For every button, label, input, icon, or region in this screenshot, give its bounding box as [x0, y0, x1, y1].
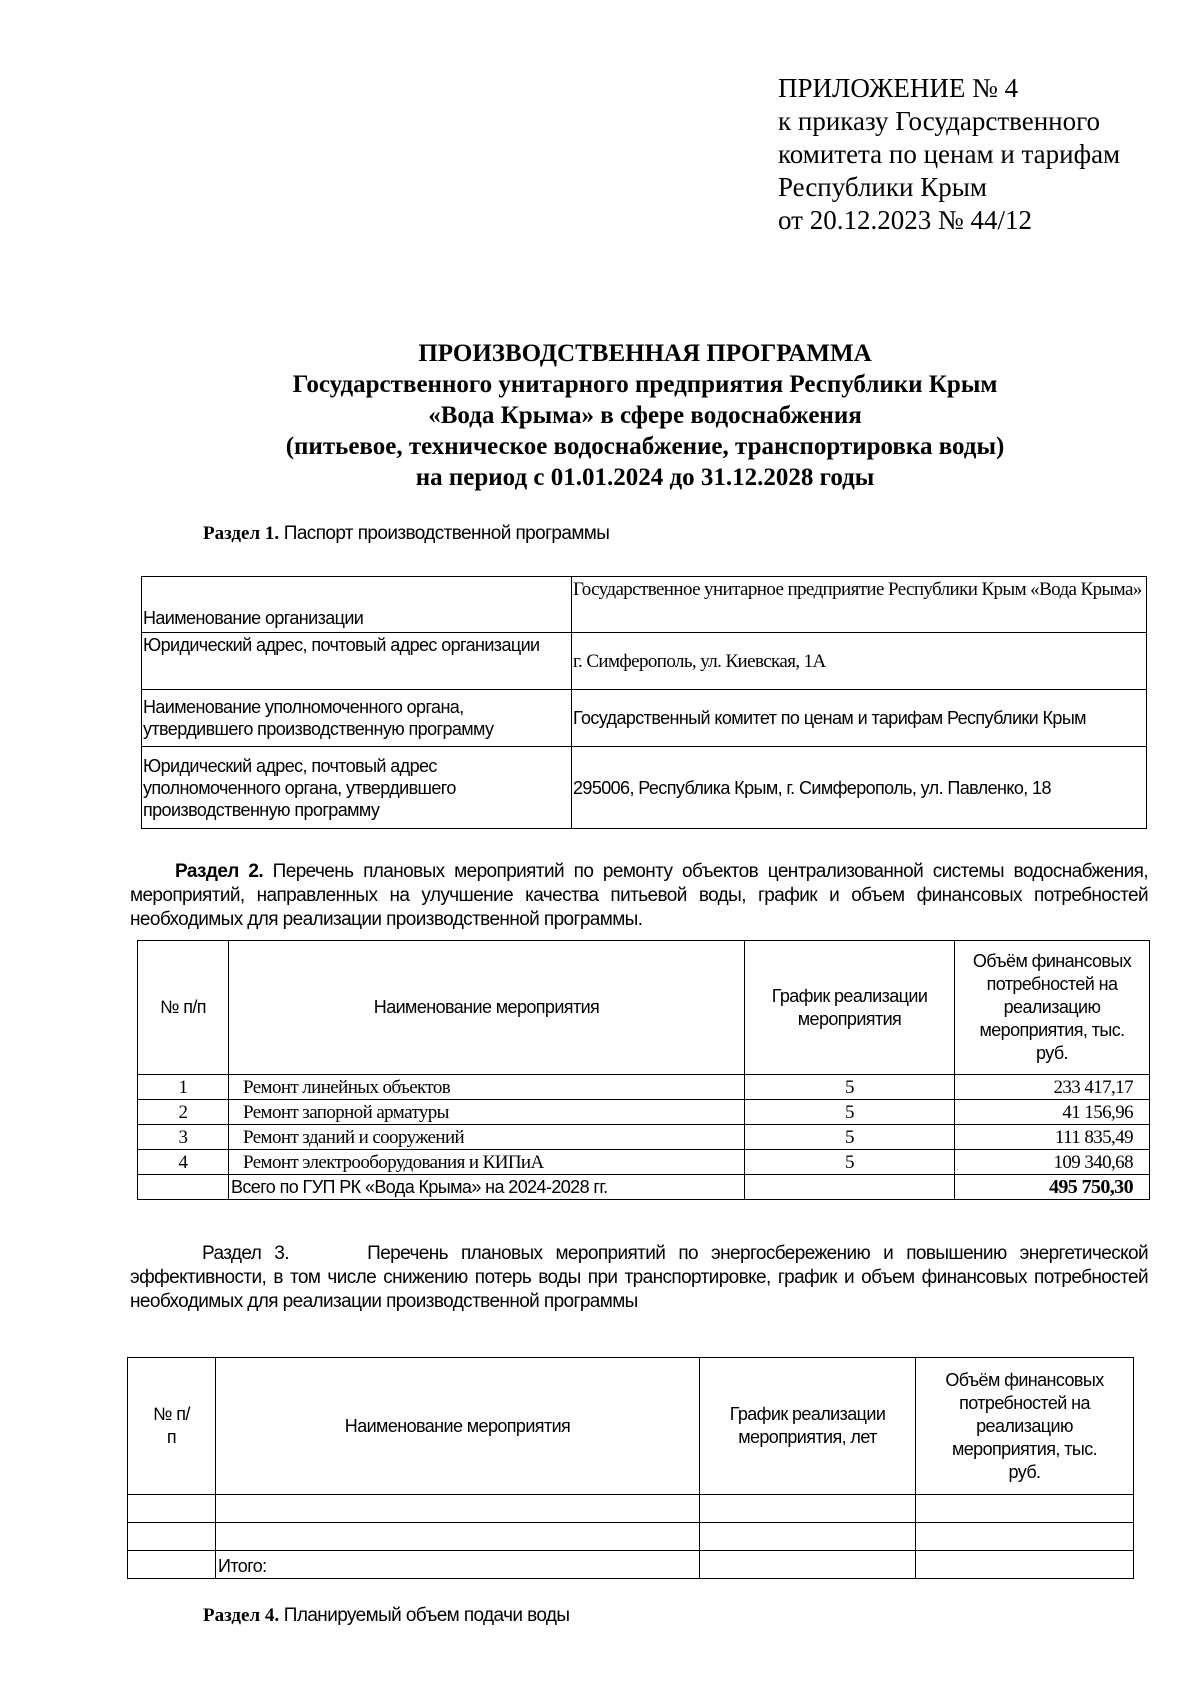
title-line: Государственного унитарного предприятия Республики Крым [292, 371, 998, 398]
table-row [128, 1523, 1134, 1551]
header-volume: Объём финансовых потребностей на реализацию мероприятия, тыс. руб. [916, 1358, 1134, 1495]
section2-paragraph [130, 860, 1148, 932]
row-schedule: 5 [745, 1125, 955, 1150]
row-schedule: 5 [745, 1075, 955, 1100]
table-row [138, 1075, 1150, 1100]
table-row [142, 747, 1147, 829]
passport-value: Государственный комитет по ценам и тарифам Республики Крым [572, 690, 1147, 747]
row-volume: 111 835,49 [955, 1125, 1150, 1150]
section1-label: Раздел 1. [203, 523, 280, 544]
table-row [142, 577, 1147, 633]
passport-value: 295006, Республика Крым, г. Симферополь, ул. Павленко, 18 [572, 747, 1147, 829]
row-name: Ремонт линейных объектов [229, 1075, 745, 1100]
row-schedule: 5 [745, 1100, 955, 1125]
row-volume: 41 156,96 [955, 1100, 1150, 1125]
total-value: 495 750,30 [955, 1175, 1150, 1200]
table-row [138, 1150, 1150, 1175]
section3-paragraph [130, 1242, 1148, 1314]
section2-label: Раздел 2. [175, 861, 264, 882]
total-label: Итого: [216, 1551, 700, 1579]
table-total-row [138, 1175, 1150, 1200]
appendix-line: ПРИЛОЖЕНИЕ № 4 [778, 73, 1019, 103]
section2-text: Перечень плановых мероприятий по ремонту объектов централизованной системы водоснабжения, мероприятий, направленных на улучшение качества питьевой воды, график и объем финансовых потребностей необходимых для реализации производственной программы. [130, 861, 1149, 930]
passport-label: Наименование организации [142, 577, 572, 633]
header-name: Наименование мероприятия [229, 941, 745, 1075]
document-title [150, 338, 1140, 493]
table-row [138, 1125, 1150, 1150]
title-line: (питьевое, техническое водоснабжение, транспортировка воды) [285, 433, 1005, 460]
table-total-row [128, 1551, 1134, 1579]
row-schedule: 5 [745, 1150, 955, 1175]
appendix-line: от 20.12.2023 № 44/12 [778, 205, 1032, 235]
section3-text: Перечень плановых мероприятий по энергосбережению и повышению энергетической эффективности, в том числе снижению потерь воды при транспортировке, график и объем финансовых потребностей необходимых для реализации производственной программы [130, 1243, 1148, 1312]
appendix-line: комитета по ценам и тарифам [778, 139, 1121, 169]
section1-text: Паспорт производственной программы [279, 523, 610, 544]
section4-label: Раздел 4. [203, 1605, 280, 1626]
section1-heading [203, 522, 609, 546]
table-header-row [128, 1358, 1134, 1495]
passport-table [141, 576, 1147, 829]
section2-table [137, 940, 1150, 1200]
header-name: Наименование мероприятия [216, 1358, 700, 1495]
table-header-row [138, 941, 1150, 1075]
total-label: Всего по ГУП РК «Вода Крыма» на 2024-2028 гг. [229, 1175, 745, 1200]
title-line: на период с 01.01.2024 до 31.12.2028 годы [415, 464, 875, 491]
row-num: 2 [138, 1100, 229, 1125]
passport-label: Юридический адрес, почтовый адрес уполномоченного органа, утвердившего производственную программу [142, 747, 572, 829]
table-row [128, 1495, 1134, 1523]
row-name: Ремонт запорной арматуры [229, 1100, 745, 1125]
section3-table [127, 1357, 1134, 1579]
row-num: 3 [138, 1125, 229, 1150]
row-volume: 109 340,68 [955, 1150, 1150, 1175]
appendix-header [778, 72, 1120, 237]
row-name: Ремонт электрооборудования и КИПиА [229, 1150, 745, 1175]
section4-text: Планируемый объем подачи воды [279, 1605, 570, 1626]
passport-label: Юридический адрес, почтовый адрес организации [142, 633, 572, 690]
appendix-line: Республики Крым [778, 172, 987, 202]
table-row [138, 1100, 1150, 1125]
passport-value: Государственное унитарное предприятие Республики Крым «Вода Крыма» [572, 577, 1147, 633]
title-line: ПРОИЗВОДСТВЕННАЯ ПРОГРАММА [418, 340, 872, 367]
appendix-line: к приказу Государственного [778, 106, 1101, 136]
header-schedule: График реализации мероприятия [745, 941, 955, 1075]
header-num: № п/п [128, 1358, 216, 1495]
title-line: «Вода Крыма» в сфере водоснабжения [428, 402, 862, 429]
header-schedule: График реализации мероприятия, лет [700, 1358, 916, 1495]
header-num: № п/п [138, 941, 229, 1075]
row-num: 1 [138, 1075, 229, 1100]
table-row [142, 690, 1147, 747]
passport-label: Наименование уполномоченного органа, утвердившего производственную программу [142, 690, 572, 747]
row-name: Ремонт зданий и сооружений [229, 1125, 745, 1150]
section3-label: Раздел 3. [202, 1243, 289, 1264]
passport-value: г. Симферополь, ул. Киевская, 1А [572, 633, 1147, 690]
section4-heading [203, 1604, 569, 1628]
row-num: 4 [138, 1150, 229, 1175]
header-volume: Объём финансовых потребностей на реализацию мероприятия, тыс. руб. [955, 941, 1150, 1075]
row-volume: 233 417,17 [955, 1075, 1150, 1100]
table-row [142, 633, 1147, 690]
